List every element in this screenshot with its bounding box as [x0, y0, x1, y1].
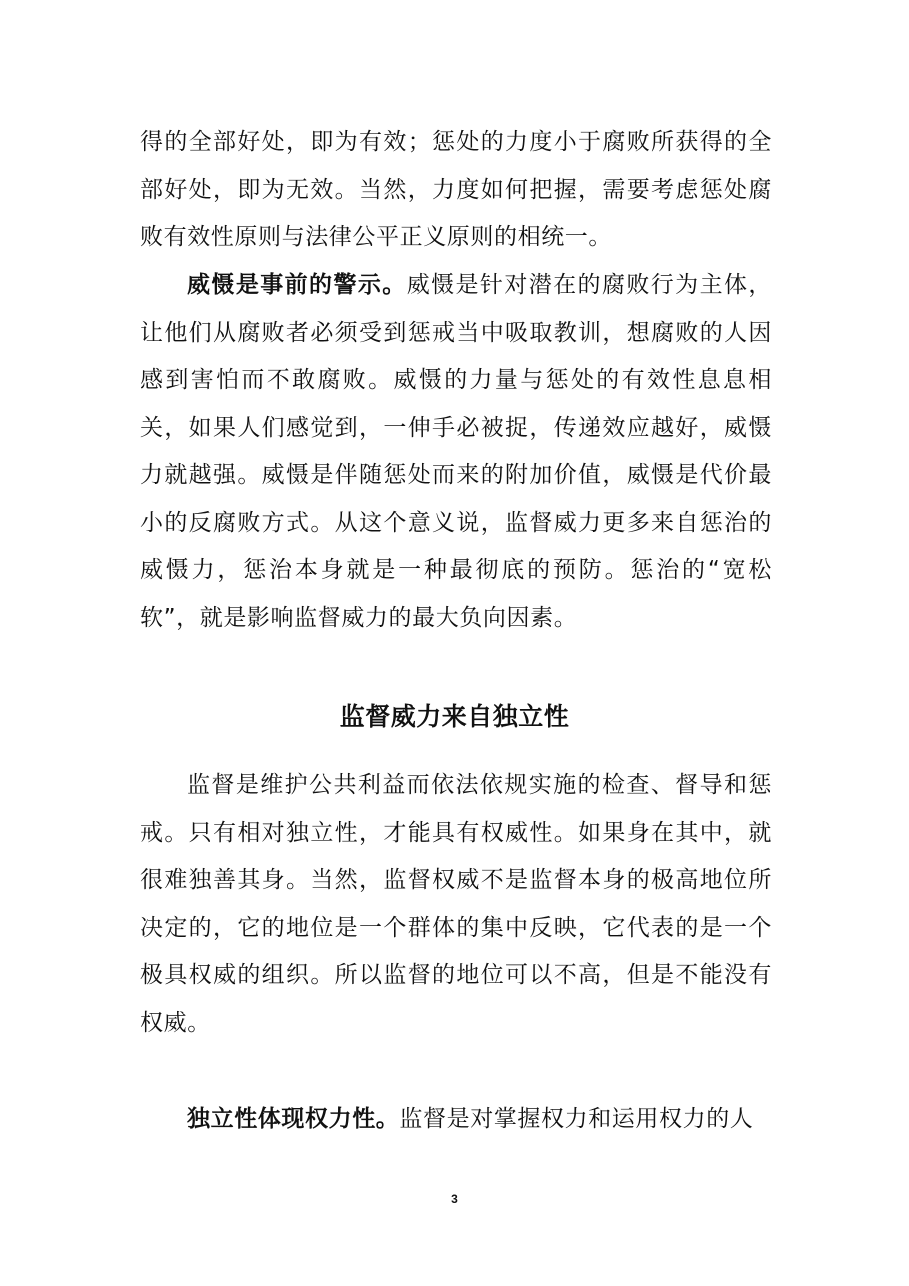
- deterrence-lead-sentence: 威慑是事前的警示。: [187, 272, 407, 298]
- paragraph-power: [140, 1096, 772, 1144]
- paragraph-independence-intro: 监督是维护公共利益而依法依规实施的检查、督导和惩戒。只有相对独立性，才能具有权威性。如果身在其中，就很难独善其身。当然，监督权威不是监督本身的极高地位所决定的，它的地位是一个群体的集中反映，它代表的是一个极具权威的组织。所以监督的地位可以不高，但是不能没有权威。: [140, 772, 772, 1036]
- deterrence-body: 威慑是针对潜在的腐败行为主体，让他们从腐败者必须受到惩戒当中吸取教训，想腐败的人因感到害怕而不敢腐败。威慑的力量与惩处的有效性息息相关，如果人们感觉到，一伸手必被捉，传递效应越好，威慑力就越强。威慑是伴随惩处而来的附加价值，威慑是代价最小的反腐败方式。从这个意义说，监督威力更多来自惩治的威慑力，惩治本身就是一种最彻底的预防。惩治的“宽松软”，就是影响监督威力的最大负向因素。: [140, 272, 773, 631]
- section-heading: 监督威力来自独立性: [339, 702, 570, 731]
- power-lead-sentence: 独立性体现权力性。: [187, 1106, 400, 1132]
- page-number: 3: [451, 1192, 458, 1206]
- paragraph-deterrence: [140, 262, 772, 642]
- power-body: 监督是对掌握权力和运用权力的人: [399, 1106, 754, 1132]
- paragraph-effectiveness-continuation: 得的全部好处，即为有效；惩处的力度小于腐败所获得的全部好处，即为无效。当然，力度如何把握，需要考虑惩处腐败有效性原则与法律公平正义原则的相统一。: [140, 129, 772, 250]
